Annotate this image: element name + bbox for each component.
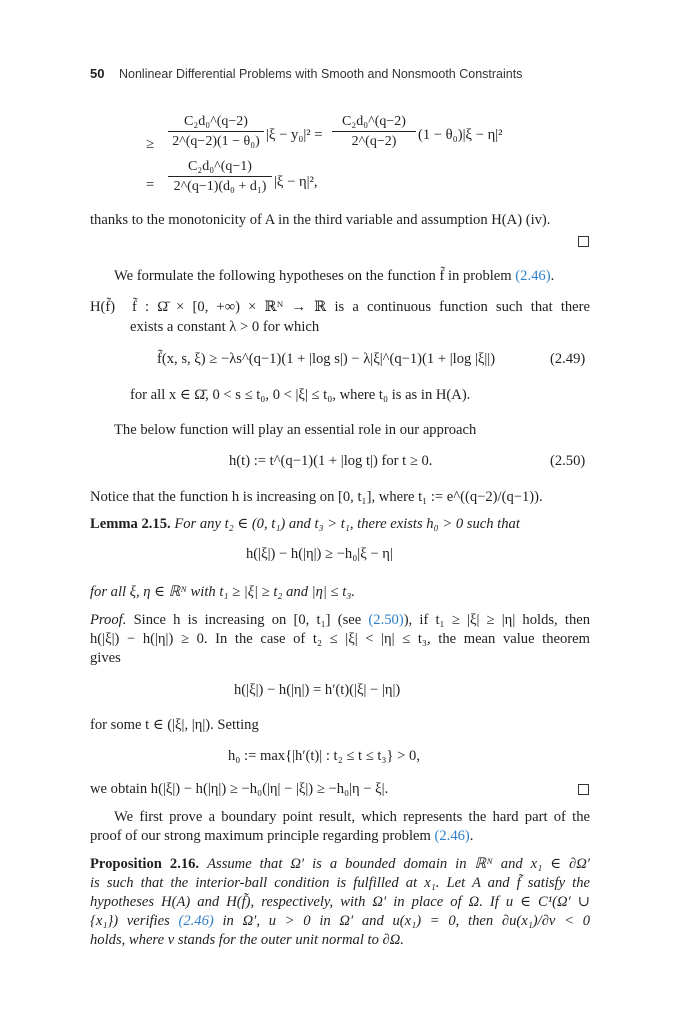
ref-2-46[interactable]: (2.46) <box>515 268 551 284</box>
term-3: |ξ − η|², <box>274 174 318 190</box>
fraction-3-numerator: C₂d₀^(q−1) <box>188 159 252 174</box>
equation-number-2-50: (2.50) <box>550 453 586 469</box>
proof-line-5: we obtain h(|ξ|) − h(|η|) ≥ −h₀(|η| − |ξ|) ≥ −h₀|η − ξ|. <box>90 781 389 797</box>
fraction-1-denominator: 2^(q−2)(1 − θ₀) <box>172 134 260 149</box>
proof-line-1 <box>90 611 590 630</box>
term-2: (1 − θ₀)|ξ − η|² <box>418 127 503 143</box>
paragraph-hypotheses-intro <box>114 267 590 286</box>
equals-symbol: = <box>146 177 155 193</box>
proposition-line-4-a: {x₁}) verifies <box>90 913 170 929</box>
fraction-1-numerator: C₂d₀^(q−2) <box>184 114 248 129</box>
ref-2-46-b[interactable]: (2.46) <box>434 828 470 844</box>
hypotheses-intro-end: . <box>550 268 555 284</box>
qed-box-2 <box>578 784 589 795</box>
hypothesis-line-1: f̃ : Ω̄ × [0, +∞) × ℝᴺ → ℝ is a continuous function such that there <box>132 299 590 315</box>
proposition-line-1 <box>90 855 590 874</box>
equation-number-2-49: (2.49) <box>550 351 586 367</box>
proposition-line-3: hypotheses H(A) and H(f̃), respectively, with Ω′ in place of Ω. If u ∈ C¹(Ω′ ∪ <box>90 894 590 910</box>
hypothesis-label: H(f̃) <box>90 299 116 315</box>
paragraph-essential-function: The below function will play an essential role in our approach <box>114 422 477 438</box>
fraction-1 <box>168 113 264 150</box>
lemma-2-15-statement <box>90 515 590 534</box>
paragraph-increasing: Notice that the function h is increasing on [0, t₁], where t₁ := e^((q−2)/(q−1)). <box>90 489 543 505</box>
proposition-line-5: holds, where ν stands for the outer unit normal to ∂Ω. <box>90 932 404 948</box>
lemma-tail: for all ξ, η ∈ ℝᴺ with t₁ ≥ |ξ| ≥ t₂ and |η| ≤ t₃. <box>90 584 355 600</box>
paragraph-monotonicity: thanks to the monotonicity of A in the third variable and assumption H(A) (iv). <box>90 212 551 228</box>
proposition-line-4 <box>90 912 590 931</box>
qed-box-1 <box>578 236 589 247</box>
lemma-text: For any t₂ ∈ (0, t₁) and t₃ > t₁, there exists h₀ > 0 such that <box>174 516 520 532</box>
proposition-label: Proposition 2.16. <box>90 856 200 872</box>
boundary-line-2-a: proof of our strong maximum principle regarding problem <box>90 828 431 844</box>
page-number: 50 <box>90 66 105 81</box>
ref-2-46-c[interactable]: (2.46) <box>178 913 214 929</box>
running-title: Nonlinear Differential Problems with Smooth and Nonsmooth Constraints <box>119 67 523 81</box>
proof-line-2: h(|ξ|) − h(|η|) ≥ 0. In the case of t₂ ≤ |ξ| < |η| ≤ t₃, the mean value theorem <box>90 631 590 647</box>
ref-2-50[interactable]: (2.50) <box>368 612 404 628</box>
proof-line-1-b: ), if t₁ ≥ |ξ| ≥ |η| holds, then <box>403 612 591 628</box>
hypotheses-intro-text: We formulate the following hypotheses on the function f̃ in problem <box>114 268 512 284</box>
proof-line-3: gives <box>90 650 121 666</box>
proof-line-4: for some t ∈ (|ξ|, |η|). Setting <box>90 717 259 733</box>
h0-definition-formula: h₀ := max{|h′(t)| : t₂ ≤ t ≤ t₃} > 0, <box>228 748 420 764</box>
formula-2-49: f̃(x, s, ξ) ≥ −λs^(q−1)(1 + |log s|) − λ|ξ|^(q−1)(1 + |log |ξ||) <box>157 351 496 367</box>
proposition-line-1-text: Assume that Ω′ is a bounded domain in ℝᴺ and x₁ ∈ ∂Ω′ <box>207 856 590 872</box>
proof-label: Proof. <box>90 612 127 628</box>
geq-symbol: ≥ <box>146 136 155 152</box>
proposition-line-4-b: in Ω′, u > 0 in Ω′ and u(x₁) = 0, then ∂u(x₁)/∂ν < 0 <box>222 913 590 929</box>
fraction-2 <box>332 113 416 150</box>
fraction-3-denominator: 2^(q−1)(d₀ + d₁) <box>173 179 267 194</box>
hypothesis-line-2: exists a constant λ > 0 for which <box>130 319 320 335</box>
lemma-formula: h(|ξ|) − h(|η|) ≥ −h₀|ξ − η| <box>246 546 393 562</box>
fraction-2-numerator: C₂d₀^(q−2) <box>342 114 406 129</box>
fraction-2-denominator: 2^(q−2) <box>351 134 397 149</box>
fraction-3 <box>168 158 272 195</box>
term-1: |ξ − y₀|² = <box>266 127 323 143</box>
mean-value-formula: h(|ξ|) − h(|η|) = h′(t)(|ξ| − |η|) <box>234 682 401 698</box>
lemma-label: Lemma 2.15. <box>90 516 171 532</box>
proof-line-1-a: Since h is increasing on [0, t₁] (see <box>133 612 362 628</box>
boundary-line-2-b: . <box>469 828 474 844</box>
proposition-line-2: is such that the interior-ball condition is fulfilled at x₁. Let A and f̃ satisfy the <box>90 875 590 891</box>
paragraph-boundary-line-1: We first prove a boundary point result, which represents the hard part of the <box>114 809 590 825</box>
hypothesis-condition: for all x ∈ Ω̄, 0 < s ≤ t₀, 0 < |ξ| ≤ t₀, where t₀ is as in H(A). <box>130 387 471 403</box>
formula-2-50: h(t) := t^(q−1)(1 + |log t|) for t ≥ 0. <box>229 453 433 469</box>
paragraph-boundary-line-2 <box>90 827 590 846</box>
